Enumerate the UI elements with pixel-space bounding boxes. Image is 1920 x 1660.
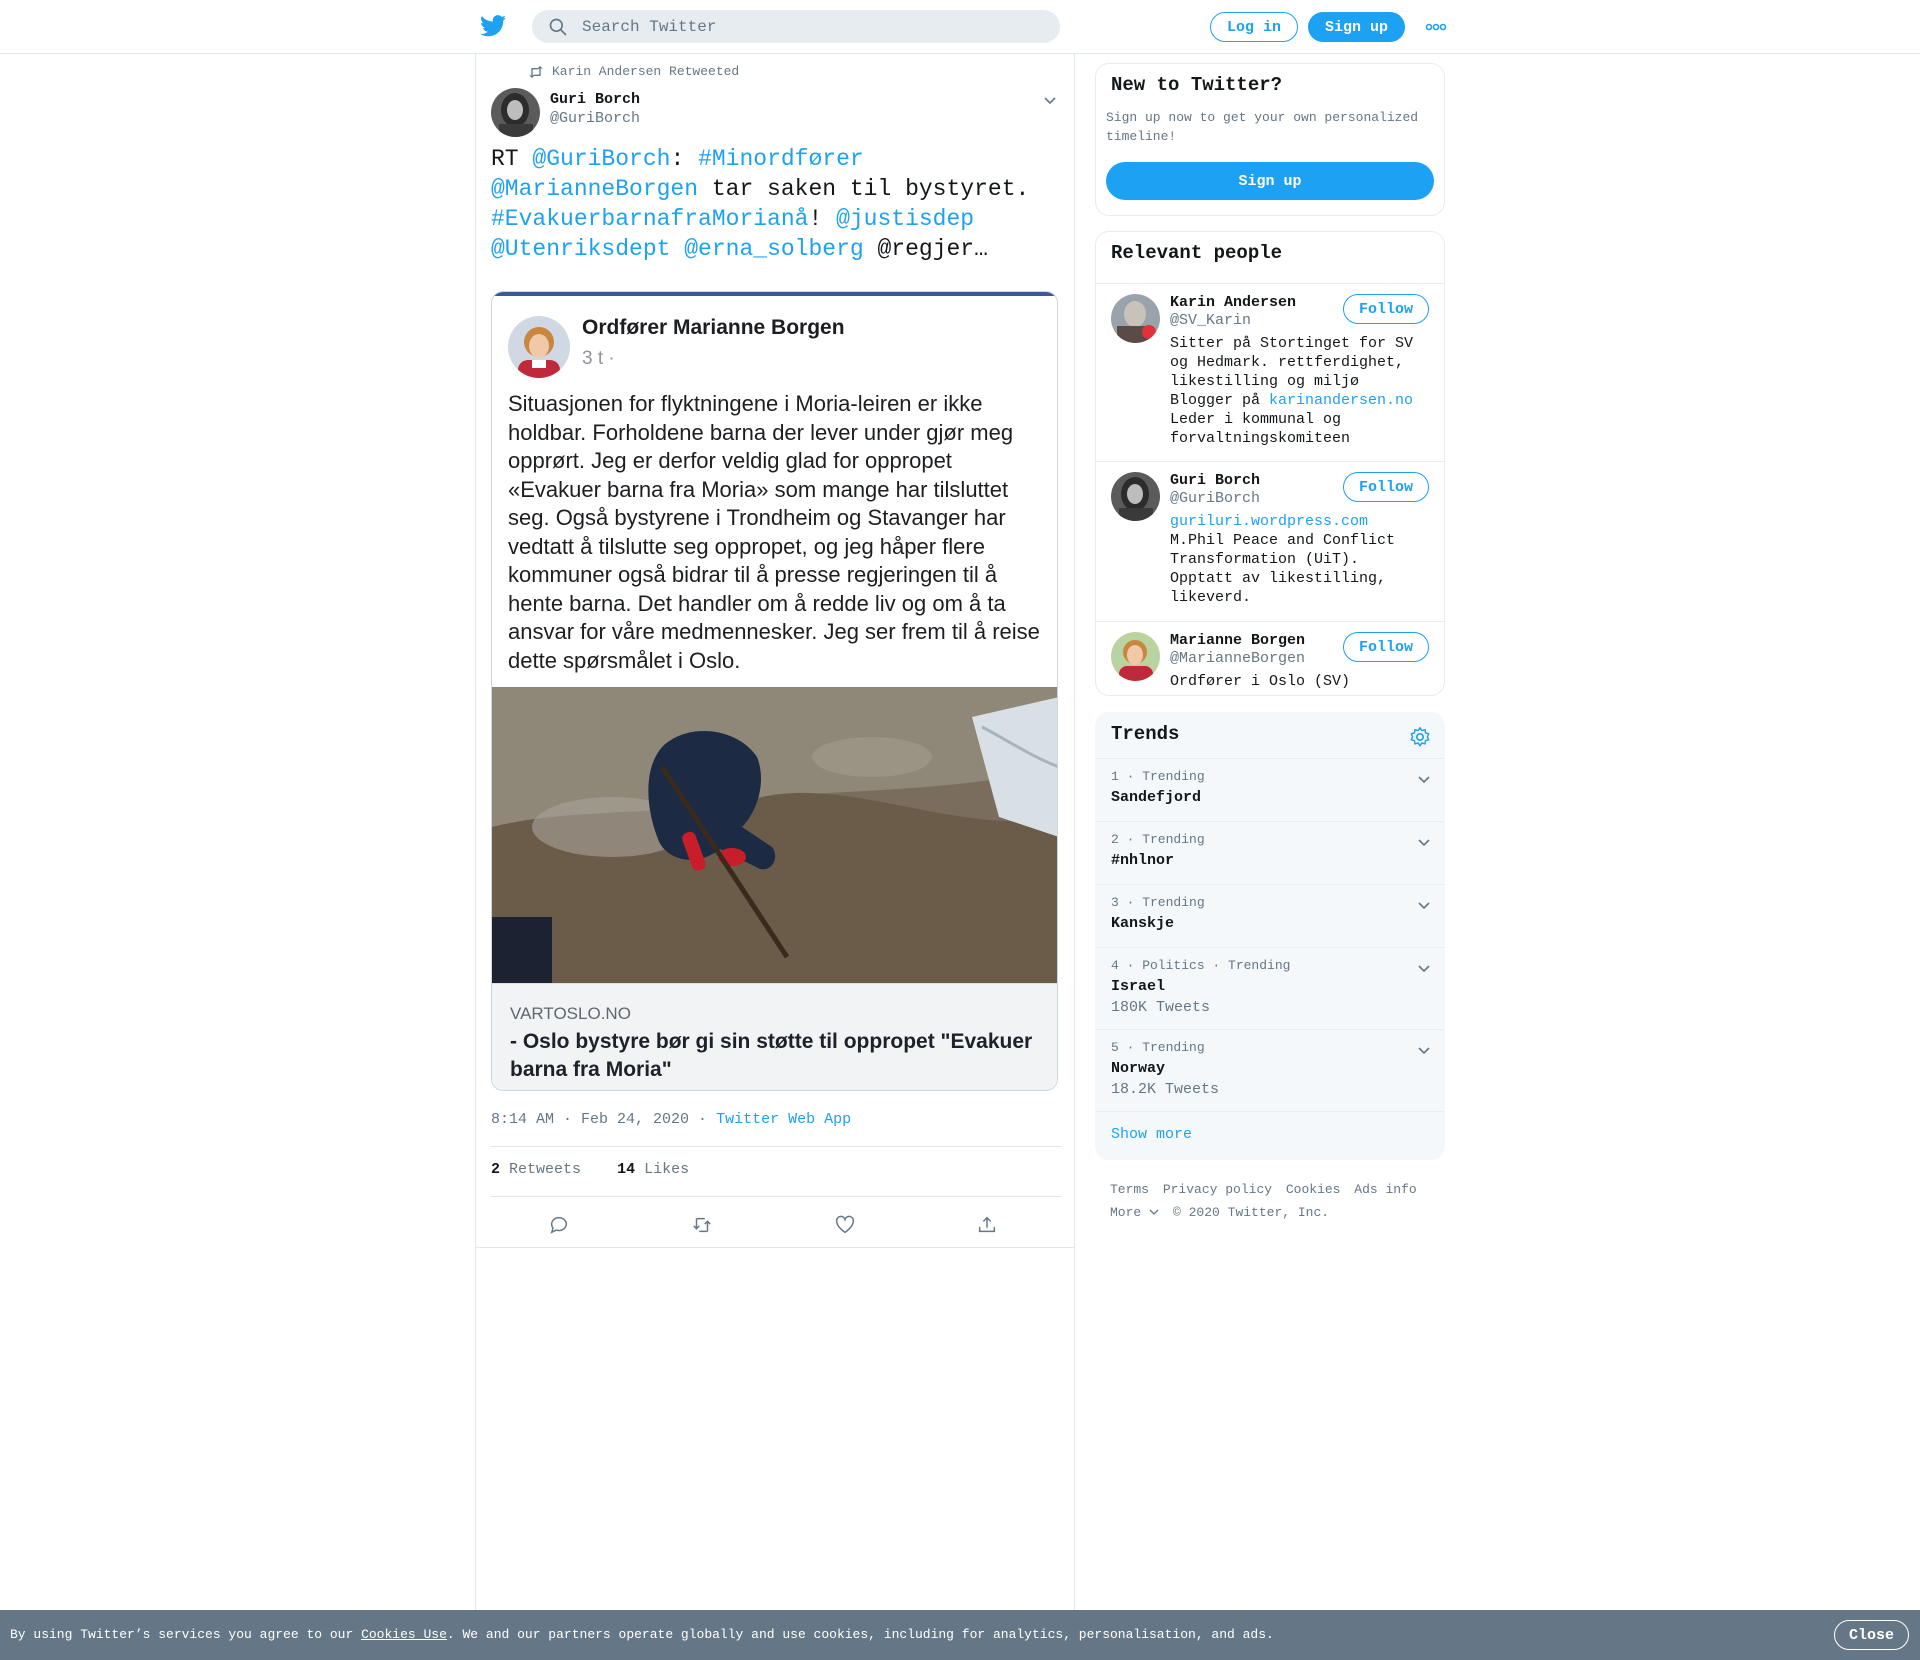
person-avatar[interactable]	[1111, 472, 1160, 521]
footer-privacy-link[interactable]: Privacy policy	[1162, 1182, 1273, 1197]
post-body: Situasjonen for flyktningene i Moria-leiren er ikke holdbar. Forholdene barna der lever under gjør meg opprørt. Jeg er derfor veldig glad for oppropet «Evakuer barna fra Moria» som mange har tilsluttet seg. Også bystyrene i Trondheim og Stavanger har vedtatt å tilslutte seg oppropet, og jeg håper flere kommuner også bidrar til å presse regjeringen til å hente barna. Det handler om å redde liv og om å ta ansvar for våre medmennesker. Jeg ser frem til å reise dette spørsmålet i Oslo.	[508, 391, 1040, 673]
retweet-count: 2	[491, 1161, 501, 1178]
text-segment: RT	[491, 146, 533, 172]
person-name[interactable]: Guri Borch	[1170, 472, 1261, 489]
show-more-link[interactable]: Show more	[1111, 1126, 1193, 1143]
divider	[491, 1196, 1061, 1197]
trend-meta: 2 · Trending	[1111, 832, 1205, 847]
person-bio: Ordfører i Oslo (SV)	[1170, 673, 1351, 690]
chevron-down-icon[interactable]	[1416, 771, 1432, 787]
cookie-text: . We and our partners operate globally and use cookies, including for analytics, personalisation, and ads.	[446, 1627, 1274, 1642]
relevant-people-panel	[1095, 231, 1445, 696]
cookie-message	[10, 1627, 1274, 1642]
person-card[interactable]	[1096, 283, 1445, 461]
page-avatar	[508, 316, 570, 378]
bio-link[interactable]: karinandersen.no	[1269, 392, 1414, 409]
twitter-logo-icon[interactable]	[480, 14, 506, 38]
text-segment: tar saken til bystyret.	[698, 176, 1030, 202]
trend-meta: 4 · Politics · Trending	[1111, 958, 1291, 973]
settings-gear-icon[interactable]	[1409, 726, 1431, 748]
text-segment: !	[808, 206, 837, 232]
bio-link[interactable]: guriluri.wordpress.com	[1170, 513, 1369, 530]
trend-meta: 3 · Trending	[1111, 895, 1205, 910]
chevron-down-icon[interactable]	[1416, 897, 1432, 913]
divider	[491, 1146, 1061, 1147]
embedded-post-card[interactable]	[491, 291, 1058, 1091]
retweets-label: Retweets	[509, 1161, 582, 1178]
follow-button[interactable]: Follow	[1343, 294, 1429, 324]
top-bar	[0, 0, 1920, 54]
trend-tweet-count: 18.2K Tweets	[1111, 1081, 1220, 1098]
author-avatar[interactable]	[491, 88, 540, 137]
mention-link[interactable]: @GuriBorch	[532, 146, 671, 172]
search-icon	[548, 17, 568, 37]
tweet-text	[491, 144, 1061, 264]
trend-item[interactable]	[1096, 758, 1445, 821]
text-segment: :	[670, 146, 699, 172]
chevron-down-icon[interactable]	[1416, 1042, 1432, 1058]
mention-link[interactable]: @MarianneBorgen	[491, 176, 699, 202]
person-handle[interactable]: @MarianneBorgen	[1170, 650, 1306, 667]
person-bio	[1170, 512, 1430, 607]
retweet-small-icon	[528, 65, 544, 79]
person-handle[interactable]: @SV_Karin	[1170, 312, 1252, 329]
trend-item[interactable]	[1096, 884, 1445, 947]
trends-title: Trends	[1111, 723, 1180, 745]
chevron-down-icon	[1149, 1208, 1159, 1216]
trend-item[interactable]	[1096, 821, 1445, 884]
card-accent-bar	[492, 292, 1058, 296]
person-handle[interactable]: @GuriBorch	[1170, 490, 1261, 507]
login-button[interactable]: Log in	[1210, 12, 1298, 42]
person-bio	[1170, 334, 1430, 448]
mention-link[interactable]: @erna_solberg	[684, 236, 864, 262]
signup-panel-text: Sign up now to get your own personalized timeline!	[1106, 110, 1419, 144]
cookie-text: By using Twitter’s services you agree to our	[10, 1627, 362, 1642]
footer-terms-link[interactable]: Terms	[1110, 1182, 1150, 1197]
retweet-icon[interactable]	[691, 1214, 713, 1236]
footer-more-menu[interactable]	[1110, 1205, 1159, 1220]
author-info[interactable]	[550, 90, 640, 128]
chevron-down-icon[interactable]	[1042, 92, 1058, 108]
signup-button[interactable]: Sign up	[1308, 12, 1405, 42]
tweet-source-link[interactable]: Twitter Web App	[716, 1111, 852, 1128]
link-headline[interactable]: - Oslo bystyre bør gi sin støtte til oppropet "Evakuer barna fra Moria"	[510, 1030, 1033, 1081]
mention-link[interactable]: @justisdep	[836, 206, 975, 232]
retweet-context[interactable]	[528, 64, 739, 79]
share-icon[interactable]	[976, 1214, 998, 1236]
like-count: 14	[617, 1161, 636, 1178]
likes-stat[interactable]	[617, 1161, 689, 1178]
trend-item[interactable]	[1096, 947, 1445, 1029]
follow-button[interactable]: Follow	[1343, 632, 1429, 662]
signup-panel-title: New to Twitter?	[1111, 74, 1283, 96]
bio-text: M.Phil Peace and Conflict Transformation (UiT). Opptatt av likestilling, likeverd.	[1170, 532, 1396, 606]
bio-text: Sitter på Stortinget for SV og Hedmark. rettferdighet, likestilling og miljø Blogger på	[1170, 335, 1414, 409]
footer-cookies-link[interactable]: Cookies	[1285, 1182, 1341, 1197]
post-time: 3 t ·	[582, 348, 615, 369]
tweet-actions	[491, 1202, 1061, 1248]
show-more-row[interactable]	[1096, 1111, 1445, 1160]
trend-tweet-count: 180K Tweets	[1111, 999, 1211, 1016]
bio-text: Leder i kommunal og forvaltningskomiteen	[1170, 411, 1351, 447]
person-card[interactable]	[1096, 461, 1445, 621]
trend-name[interactable]: Norway	[1111, 1060, 1166, 1077]
sidebar-footer	[1110, 1178, 1430, 1224]
retweeted-by-text: Karin Andersen Retweeted	[552, 64, 740, 79]
author-handle[interactable]: @GuriBorch	[550, 110, 641, 127]
tweet-column	[475, 54, 1075, 1614]
footer-ads-link[interactable]: Ads info	[1354, 1182, 1417, 1197]
relevant-people-title: Relevant people	[1111, 242, 1283, 264]
link-preview[interactable]	[492, 983, 1058, 1091]
person-card[interactable]	[1096, 621, 1445, 696]
page-name: Ordfører Marianne Borgen	[582, 316, 845, 339]
mention-link[interactable]: @Utenriksdept	[491, 236, 671, 262]
person-avatar[interactable]	[1111, 294, 1160, 343]
chevron-down-icon[interactable]	[1416, 834, 1432, 850]
divider	[476, 1247, 1074, 1248]
footer-copyright: © 2020 Twitter, Inc.	[1173, 1205, 1330, 1220]
post-photo	[492, 687, 1058, 983]
more-options-icon[interactable]	[1425, 22, 1447, 32]
author-name[interactable]: Guri Borch	[550, 91, 641, 108]
person-avatar[interactable]	[1111, 632, 1160, 681]
cookies-use-link[interactable]: Cookies Use	[361, 1627, 447, 1642]
likes-label: Likes	[644, 1161, 690, 1178]
hashtag-link[interactable]: #EvakuerbarnafraMorianå	[491, 206, 809, 232]
trend-name[interactable]: #nhlnor	[1111, 852, 1175, 869]
tweet-meta: 8:14 AM · Feb 24, 2020 · Twitter Web App	[491, 1111, 852, 1128]
text-segment: @regjer…	[863, 236, 988, 262]
chevron-down-icon[interactable]	[1416, 960, 1432, 976]
cookie-banner	[0, 1610, 1920, 1660]
cookie-close-button[interactable]: Close	[1834, 1620, 1909, 1650]
person-name[interactable]: Marianne Borgen	[1170, 632, 1306, 649]
sidebar-signup-button[interactable]: Sign up	[1106, 162, 1434, 200]
hashtag-link[interactable]: #Minordfører	[698, 146, 864, 172]
trend-name[interactable]: Sandefjord	[1111, 789, 1202, 806]
retweets-stat[interactable]	[491, 1161, 581, 1178]
signup-panel	[1095, 63, 1445, 216]
tweet-stats	[491, 1161, 689, 1178]
link-domain: VARTOSLO.NO	[510, 1004, 631, 1023]
like-icon[interactable]	[834, 1214, 856, 1236]
trend-item[interactable]	[1096, 1029, 1445, 1111]
trend-name[interactable]: Kanskje	[1111, 915, 1175, 932]
trend-meta: 1 · Trending	[1111, 769, 1205, 784]
follow-button[interactable]: Follow	[1343, 472, 1429, 502]
footer-more-label: More	[1110, 1205, 1142, 1220]
trends-panel	[1095, 712, 1445, 1160]
trend-meta: 5 · Trending	[1111, 1040, 1205, 1055]
trend-name[interactable]: Israel	[1111, 978, 1166, 995]
search-input[interactable]	[582, 18, 1022, 36]
reply-icon[interactable]	[548, 1214, 570, 1236]
search-box[interactable]	[532, 10, 1060, 43]
tweet-timestamp[interactable]: 8:14 AM · Feb 24, 2020	[491, 1111, 690, 1128]
person-name[interactable]: Karin Andersen	[1170, 294, 1297, 311]
